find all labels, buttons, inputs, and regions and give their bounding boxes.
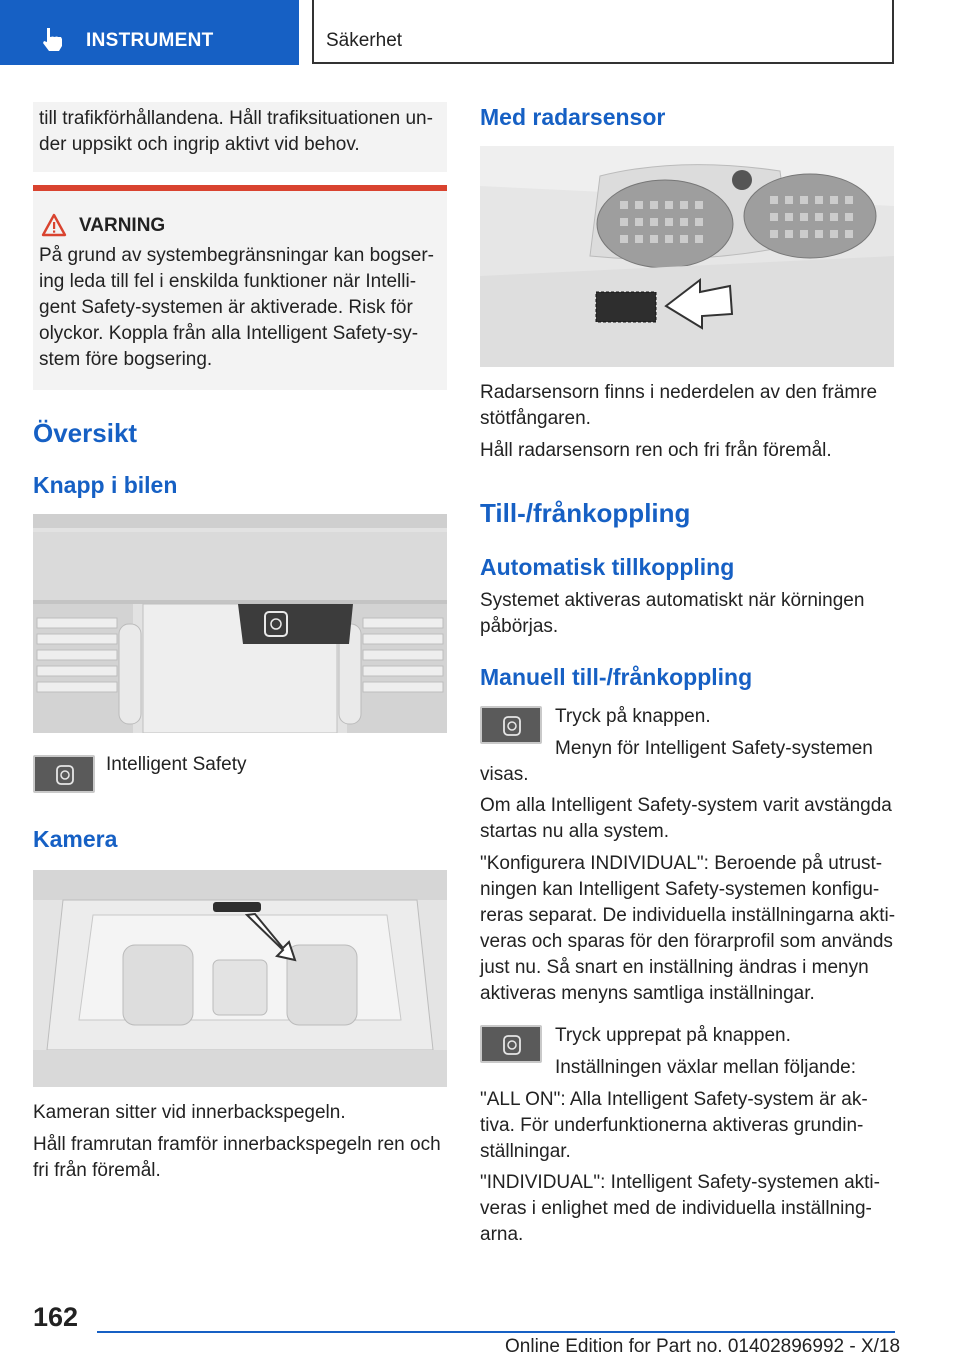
camera-interior-illustration [33, 870, 447, 1087]
radar-heading: Med radarsensor [480, 104, 666, 130]
overview-heading: Översikt [33, 418, 138, 448]
press-instruction: Tryck på knappen. [555, 706, 711, 727]
button-caption: Intelligent Safety [106, 754, 247, 775]
radar-sensor-illustration [480, 146, 894, 367]
radar-line: Radarsensorn finns i nederdelen av den främre [480, 382, 878, 403]
camera-line: fri från föremål. [33, 1160, 161, 1181]
manual-line: visas. [480, 764, 529, 785]
dashboard-button-illustration [33, 514, 447, 733]
intro-line-2: der uppsikt och ingrip aktivt vid behov. [39, 134, 360, 155]
manual-line: aktiveras menyns samtliga inställningar. [480, 983, 815, 1004]
press-result: Inställningen växlar mellan följande: [555, 1057, 857, 1078]
warning-line: olyckor. Koppla från alla Intelligent Safety-sy- [39, 323, 419, 344]
toggle-heading: Till-/frånkoppling [480, 498, 691, 528]
mode-line: ställningar. [480, 1141, 571, 1162]
section-title: Säkerhet [326, 30, 403, 51]
camera-line: Håll framrutan framför innerbackspegeln ren och [33, 1134, 441, 1155]
hand-pointer-icon [40, 26, 64, 52]
manual-line: "Konfigurera INDIVIDUAL": Beroende på utrust- [480, 853, 883, 874]
press-instruction: Tryck upprepat på knappen. [555, 1025, 791, 1046]
section-tab[interactable] [0, 0, 299, 65]
camera-line: Kameran sitter vid innerbackspegeln. [33, 1102, 346, 1123]
intelligent-safety-icon [56, 765, 74, 785]
auto-heading: Automatisk tillkoppling [480, 554, 735, 580]
footer-divider [97, 1331, 895, 1333]
radar-line: stötfångaren. [480, 408, 591, 429]
manual-line: just nu. Så snart en inställning ändras i menyn [480, 957, 869, 978]
mode-line: tiva. För underfunktionerna aktiveras grundin- [480, 1115, 864, 1136]
mode-line: "INDIVIDUAL": Intelligent Safety-systemen akti- [480, 1172, 880, 1193]
manual-line: Om alla Intelligent Safety-system varit avstängda [480, 795, 892, 816]
press-result: Menyn för Intelligent Safety-systemen [555, 738, 873, 759]
intelligent-safety-icon [503, 1035, 521, 1055]
section-tab-label: INSTRUMENT [86, 30, 214, 51]
warning-box [33, 191, 447, 390]
warning-line: stem före bogsering. [39, 349, 213, 370]
mode-line: veras i enlighet med de individuella inställning- [480, 1198, 872, 1219]
manual-line: veras och sparas för den förarprofil som används [480, 931, 893, 952]
intro-box [33, 102, 447, 172]
intelligent-safety-button[interactable] [33, 755, 95, 793]
intelligent-safety-icon [503, 716, 521, 736]
mode-line: "ALL ON": Alla Intelligent Safety-system är ak- [480, 1089, 868, 1110]
mode-line: arna. [480, 1224, 524, 1245]
warning-line: gent Safety-systemen är aktiverade. Risk för [39, 297, 413, 318]
manual-line: ningen kan Intelligent Safety-systemen konfigu- [480, 879, 880, 900]
intelligent-safety-button[interactable] [480, 706, 542, 744]
page-number: 162 [33, 1302, 79, 1332]
radar-line: Håll radarsensorn ren och fri från föremål. [480, 440, 832, 461]
auto-line: Systemet aktiveras automatiskt när körningen [480, 590, 865, 611]
section-title-box [312, 0, 894, 64]
intelligent-safety-button[interactable] [480, 1025, 542, 1063]
manual-line: startas nu alla system. [480, 821, 670, 842]
intro-line-1: till trafikförhållandena. Håll trafiksituationen un- [39, 108, 433, 129]
button-heading: Knapp i bilen [33, 472, 178, 498]
warning-triangle-icon [41, 213, 67, 237]
camera-heading: Kamera [33, 826, 118, 852]
edition-text: Online Edition for Part no. 01402896992 - X/18 [505, 1336, 901, 1357]
auto-line: påbörjas. [480, 616, 559, 637]
warning-line: På grund av systembegränsningar kan bogser- [39, 245, 435, 266]
warning-title: VARNING [79, 215, 166, 236]
manual-heading: Manuell till-/frånkoppling [480, 664, 753, 690]
manual-line: reras separat. De individuella inställningarna akti- [480, 905, 896, 926]
warning-line: ing leda till fel i enskilda funktioner när Intelli- [39, 271, 417, 292]
